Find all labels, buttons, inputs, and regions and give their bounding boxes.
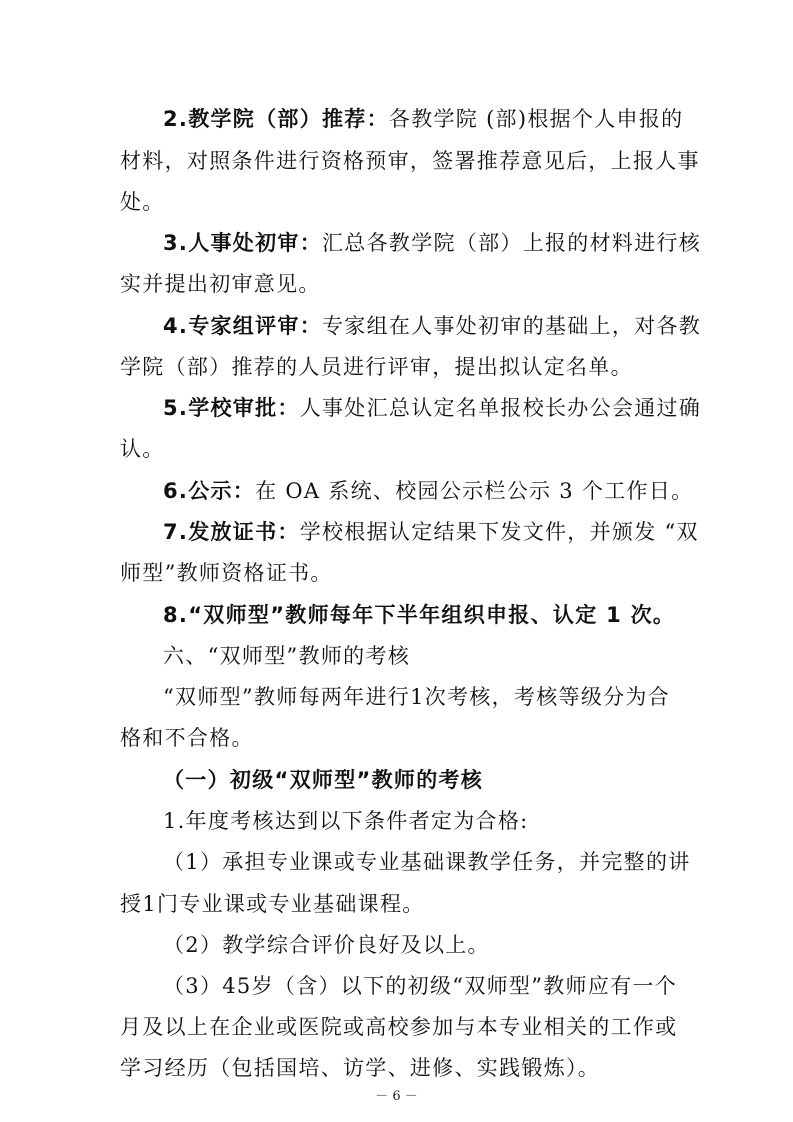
item-2-text: 各教学院 (部)根据个人申报的 bbox=[388, 107, 684, 131]
item-5-line-2: 认。 bbox=[120, 437, 165, 461]
condition-3-line-1: （3）45岁（含）以下的初级“双师型”教师应有一个 bbox=[163, 974, 678, 998]
page-number: － 6 － bbox=[375, 1089, 418, 1104]
section-6-title: 六、“双师型”教师的考核 bbox=[163, 644, 411, 668]
section-6-intro-line-2: 格和不合格。 bbox=[120, 726, 254, 750]
condition-1-line-1: （1）承担专业课或专业基础课教学任务，并完整的讲 bbox=[163, 850, 691, 874]
item-7-line-2: 师型”教师资格证书。 bbox=[120, 561, 333, 585]
condition-2: （2）教学综合评价良好及以上。 bbox=[163, 933, 490, 957]
item-7-text: 学校根据认定结果下发文件，并颁发 “双 bbox=[299, 520, 699, 544]
item-4-text: 专家组在人事处初审的基础上，对各教 bbox=[322, 314, 702, 338]
condition-3-line-3: 学习经历（包括国培、访学、进修、实践锻炼）。 bbox=[120, 1056, 601, 1080]
item-8-line: 8.“双师型”教师每年下半年组织申报、认定 1 次。 bbox=[163, 603, 676, 627]
item-2-label: 2.教学院（部）推荐： bbox=[163, 107, 389, 131]
item-3-line-2: 实并提出初审意见。 bbox=[120, 272, 321, 296]
section-6-intro-line-1: “双师型”教师每两年进行1次考核，考核等级分为合 bbox=[163, 685, 671, 709]
item-2-line-2: 材料，对照条件进行资格预审，签署推荐意见后，上报人事 bbox=[120, 149, 700, 173]
item-6-label: 6.公示： bbox=[163, 479, 256, 503]
item-4-line-2: 学院（部）推荐的人员进行评审，提出拟认定名单。 bbox=[120, 355, 633, 379]
condition-3-line-2: 月及以上在企业或医院或高校参加与本专业相关的工作或 bbox=[120, 1015, 678, 1039]
item-2-line-3: 处。 bbox=[120, 190, 165, 214]
item-5-text: 人事处汇总认定名单报校长办公会通过确 bbox=[299, 396, 702, 420]
item-7-label: 7.发放证书： bbox=[163, 520, 300, 544]
item-4-label: 4.专家组评审： bbox=[163, 314, 322, 338]
item-2-line-1 bbox=[163, 104, 723, 134]
subsection-1-title: （一）初级“双师型”教师的考核 bbox=[163, 768, 484, 792]
item-3-line-1 bbox=[163, 228, 723, 258]
item-5-label: 5.学校审批： bbox=[163, 396, 300, 420]
item-4-line-1 bbox=[163, 311, 723, 341]
item-6-line-1 bbox=[163, 476, 723, 506]
item-6-text: 在 OA 系统、校园公示栏公示 3 个工作日。 bbox=[255, 479, 694, 503]
item-5-line-1 bbox=[163, 393, 723, 423]
item-3-text: 汇总各教学院（部）上报的材料进行核 bbox=[322, 231, 702, 255]
point-1: 1.年度考核达到以下条件者定为合格: bbox=[163, 809, 529, 833]
item-3-label: 3.人事处初审： bbox=[163, 231, 322, 255]
item-7-line-1 bbox=[163, 517, 723, 547]
condition-1-line-2: 授1门专业课或专业基础课程。 bbox=[120, 892, 425, 916]
